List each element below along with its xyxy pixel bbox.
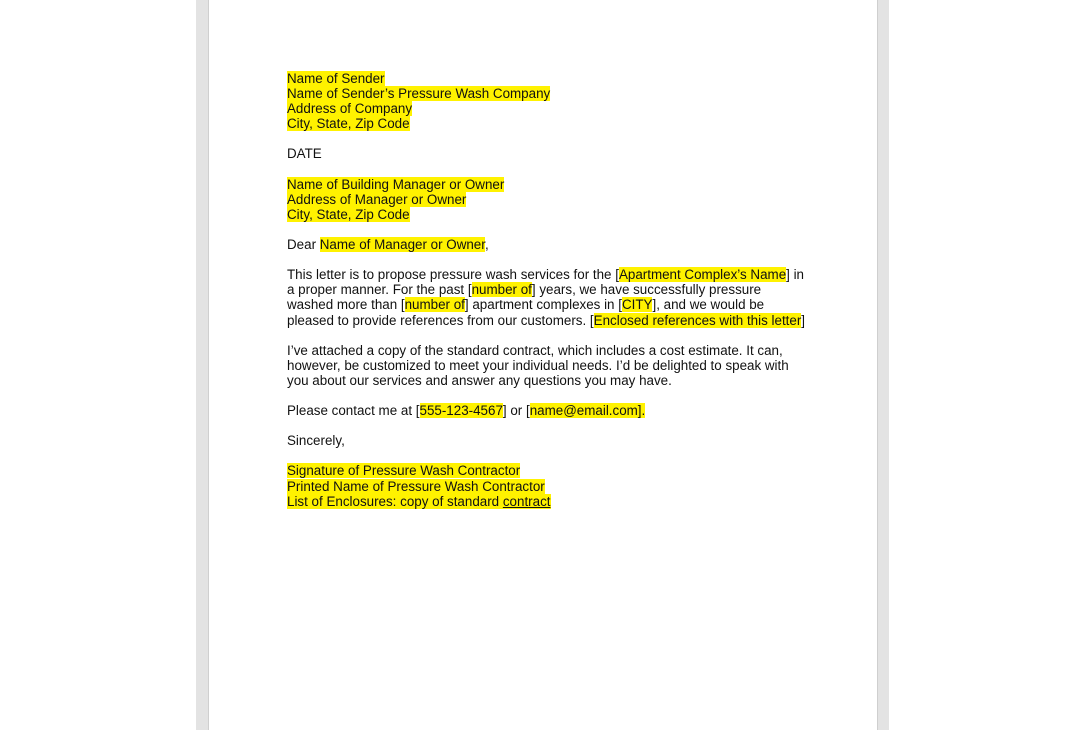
left-page-gutter [196, 0, 209, 730]
salutation-prefix: Dear [287, 237, 320, 253]
sender-block [287, 71, 807, 131]
references-placeholder: Enclosed references with this letter [593, 312, 802, 328]
signature-line: Signature of Pressure Wash Contractor [287, 463, 521, 479]
contact-line [287, 403, 807, 418]
recipient-city: City, State, Zip Code [287, 206, 410, 222]
p1-text: pleased to provide references from our customers. [ [287, 312, 594, 328]
signature-block [287, 463, 807, 508]
contact-text: Please contact me at [ [287, 403, 420, 419]
p1-text: washed more than [ [287, 297, 405, 313]
letter-body[interactable] [287, 71, 807, 524]
recipient-name: Name of Building Manager or Owner [287, 176, 505, 192]
p1-text: a proper manner. For the past [ [287, 282, 472, 298]
recipient-block [287, 177, 807, 222]
closing-text: Sincerely, [287, 433, 345, 449]
p1-text: ], and we would be [652, 297, 765, 313]
right-page-gutter [877, 0, 889, 730]
enclosures-contract-word: contract [502, 493, 551, 509]
salutation-suffix: , [484, 237, 489, 253]
paragraph-contract [287, 343, 807, 388]
printed-name-line: Printed Name of Pressure Wash Contractor [287, 478, 545, 494]
date-text: DATE [287, 146, 322, 162]
salutation [287, 237, 807, 252]
complexes-placeholder: number of [404, 297, 465, 313]
p1-text: ] in [786, 267, 805, 283]
p1-text: ] [801, 312, 806, 328]
sender-name: Name of Sender [287, 71, 385, 86]
p2-line: I’ve attached a copy of the standard contract, which includes a cost estimate. It can, [287, 342, 783, 358]
sender-address: Address of Company [287, 101, 413, 117]
email-placeholder: name@email.com]. [529, 403, 646, 419]
p1-text: ] apartment complexes in [ [464, 297, 622, 313]
p2-line: however, be customized to meet your individual needs. I’d be delighted to speak with [287, 357, 789, 373]
date-line [287, 146, 807, 161]
city-placeholder: CITY [621, 297, 653, 313]
years-placeholder: number of [471, 282, 532, 298]
apartment-complex-placeholder: Apartment Complex’s Name [618, 267, 787, 283]
phone-placeholder: 555-123-4567 [419, 403, 503, 419]
p1-text: ] years, we have successfully pressure [531, 282, 762, 298]
sender-city: City, State, Zip Code [287, 116, 410, 132]
contact-text: ] or [ [502, 403, 530, 419]
p2-line: you about our services and answer any questions you may have. [287, 372, 672, 388]
sender-company: Name of Sender’s Pressure Wash Company [287, 86, 551, 102]
recipient-address: Address of Manager or Owner [287, 191, 467, 207]
enclosures-text: List of Enclosures: copy of standard [287, 493, 503, 509]
salutation-name: Name of Manager or Owner [319, 237, 485, 253]
p1-text: This letter is to propose pressure wash services for the [ [287, 267, 619, 283]
closing [287, 433, 807, 448]
paragraph-proposal [287, 267, 807, 327]
document-page[interactable] [209, 0, 877, 730]
